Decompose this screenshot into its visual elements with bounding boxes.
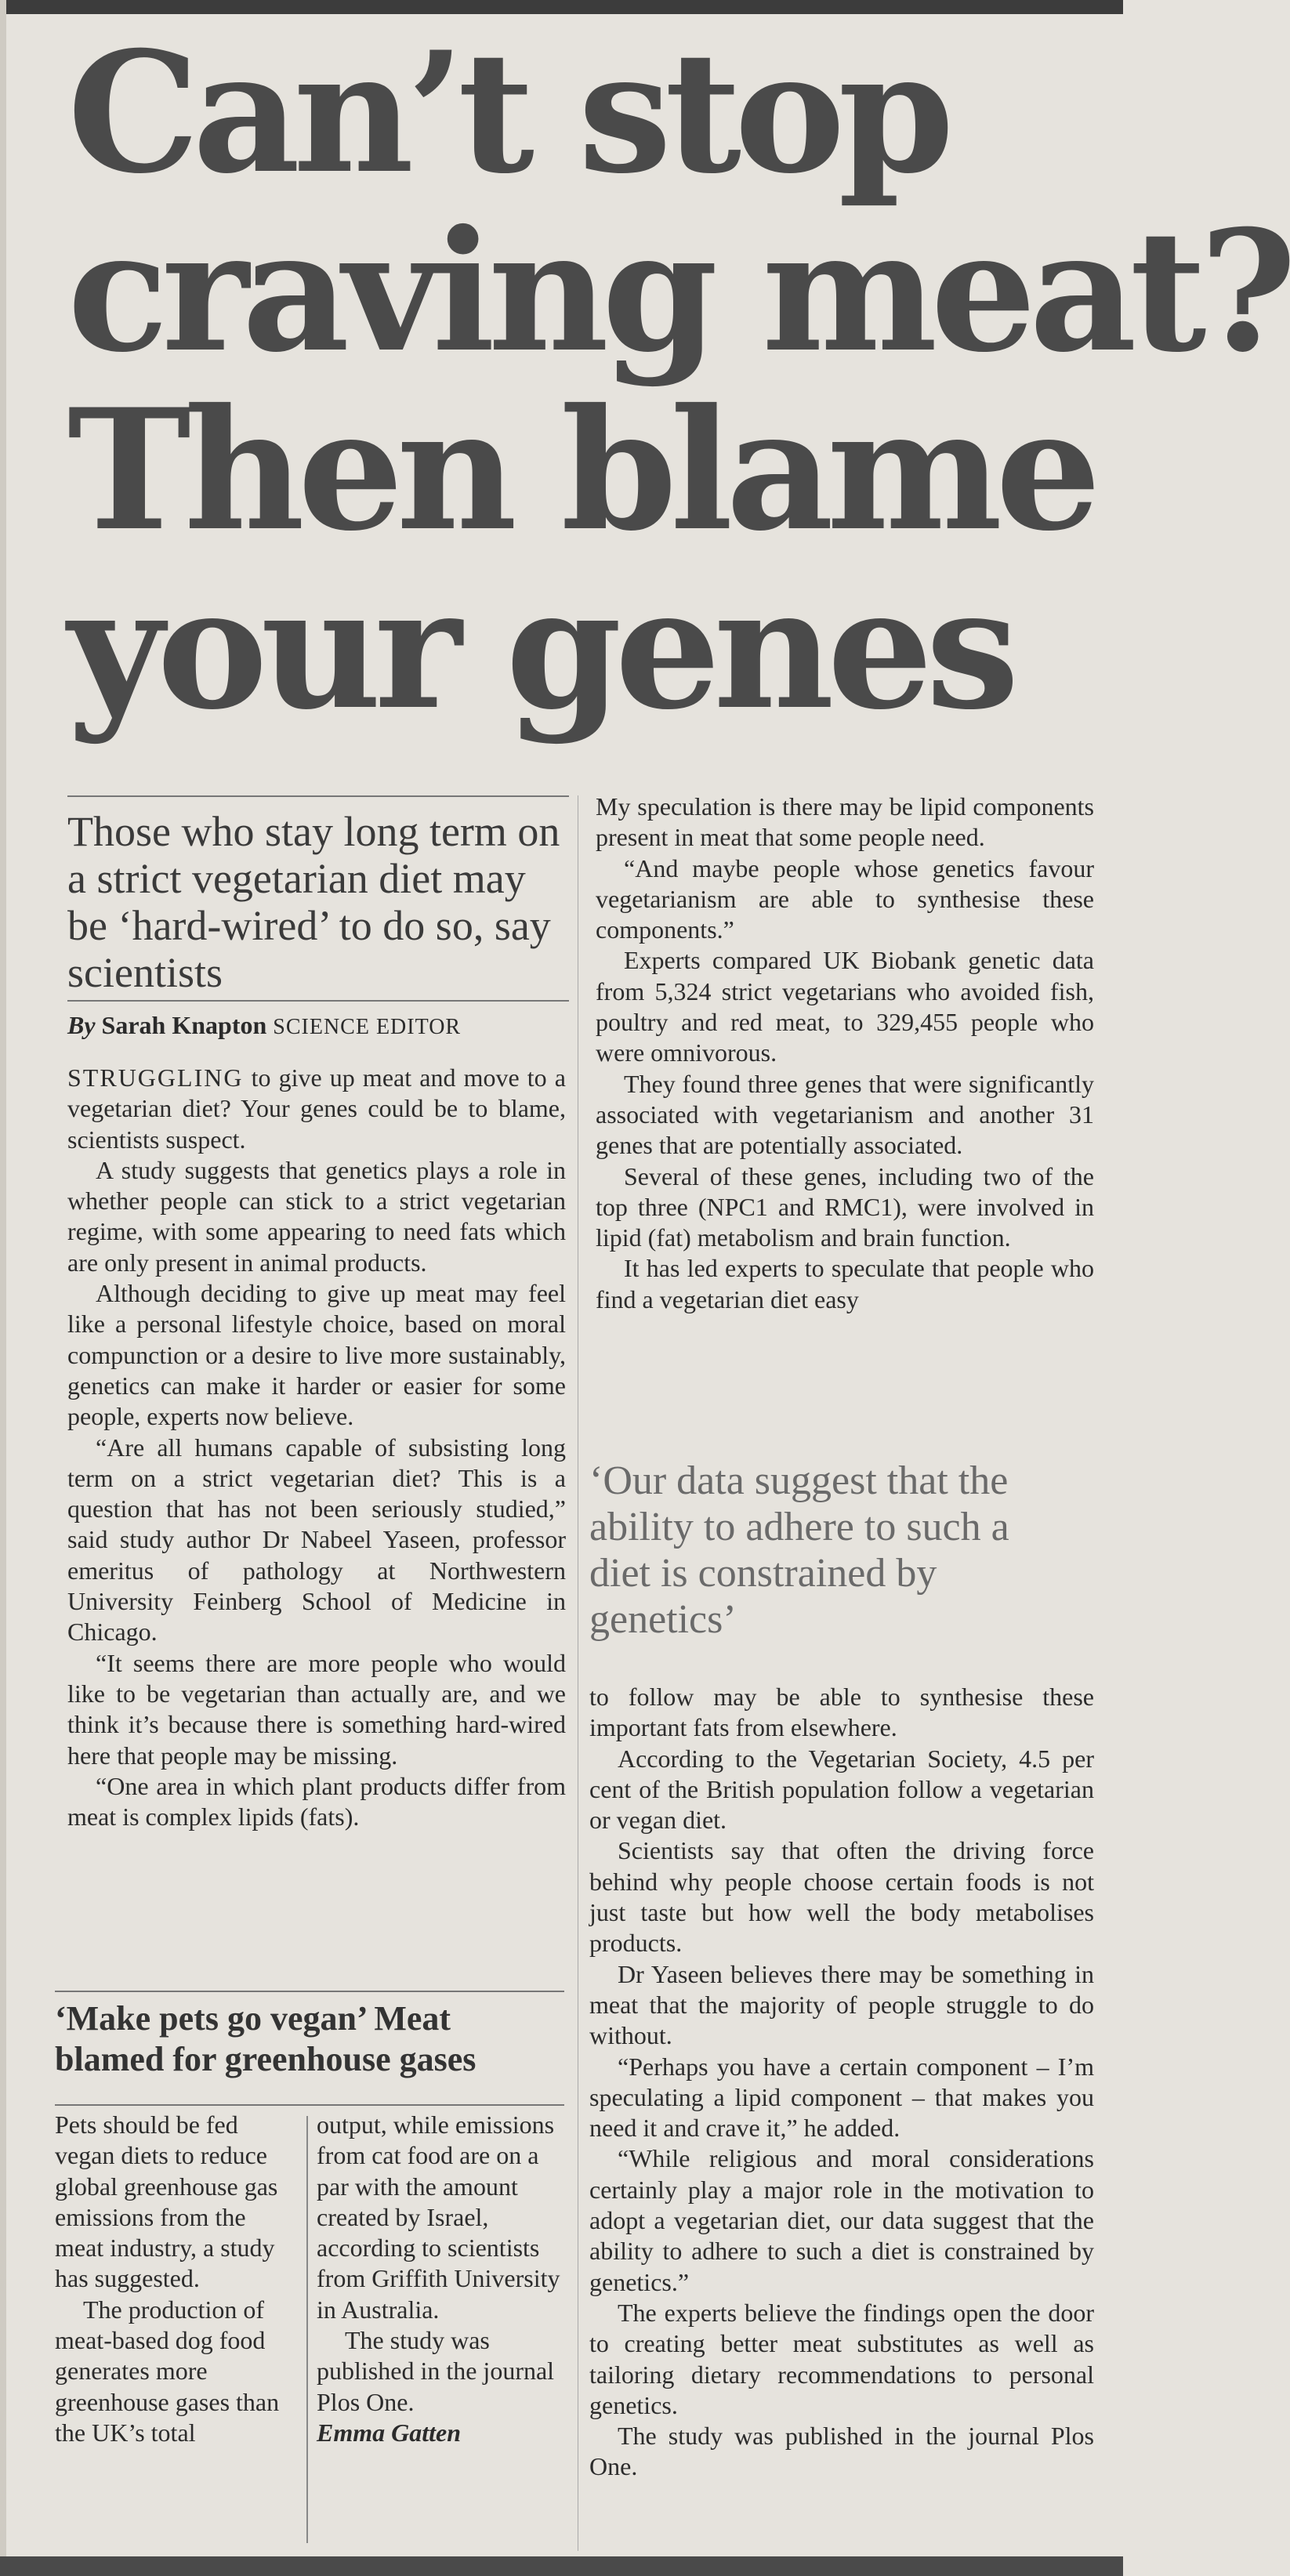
- sidebar-paragraph: output, while emissions from cat food are on a par with the amount created by Israel, according to scientists from Griffith University in Australia.: [317, 2110, 560, 2324]
- sidebar-top-rule: [55, 1991, 564, 1992]
- article-paragraph: A study suggests that genetics plays a role in whether people can stick to a strict vegetarian regime, with some appearing to need fats which are only present in animal products.: [67, 1155, 566, 1277]
- headline-line: Can’t stop: [67, 15, 948, 210]
- article-lead-word: STRUGGLING: [67, 1063, 244, 1092]
- article-paragraph: It has led experts to speculate that people who find a vegetarian diet easy: [596, 1254, 1094, 1313]
- headline-line: Then blame: [67, 372, 1095, 567]
- article-paragraph: Experts compared UK Biobank genetic data from 5,324 strict vegetarians who avoided fish, poultry and red meat, to 329,455 people who were omnivorous.: [596, 946, 1094, 1067]
- article-paragraph: [67, 1063, 566, 1155]
- article-paragraph: “One area in which plant products differ from meat is complex lipids (fats).: [67, 1771, 566, 1831]
- article-paragraph: “Are all humans capable of subsisting long term on a strict vegetarian diet? This is a question that has not been seriously studied,” said study author Dr Nabeel Yaseen, professor emeritus of pathology at Northwestern University Feinberg School of Medicine in Chicago.: [67, 1433, 566, 1647]
- article-column-1: [67, 1063, 566, 1832]
- byline: [67, 1000, 569, 1043]
- headline: [67, 15, 1290, 746]
- sidebar-title: [55, 1998, 564, 2080]
- article-paragraph: My speculation is there may be lipid components present in meat that some people need.: [596, 792, 1094, 852]
- standfirst: Those who stay long term on a strict vegetarian diet may be ‘hard-wired’ to do so, say scientists: [67, 795, 569, 996]
- article-paragraph: Dr Yaseen believes there may be something in meat that the majority of people struggle to do without.: [589, 1959, 1094, 2050]
- pull-quote: ‘Our data suggest that the ability to adhere to such a diet is constrained by genetics’: [589, 1458, 1009, 1642]
- headline-line: craving meat?: [67, 194, 1290, 389]
- sidebar-column-divider: [306, 2116, 308, 2543]
- sidebar-paragraph: The production of meat-based dog food generates more greenhouse gases than the UK’s total: [55, 2295, 280, 2447]
- scan-left-edge: [0, 0, 6, 2576]
- scan-top-edge: [0, 0, 1123, 14]
- article-column-2-top: [596, 792, 1094, 1315]
- headline-line: your genes: [67, 551, 1013, 746]
- article-paragraph: They found three genes that were significantly associated with vegetarianism and another 31 genes that are potentially associated.: [596, 1069, 1094, 1160]
- byline-role: SCIENCE EDITOR: [273, 1015, 462, 1039]
- sidebar-bottom-rule: [55, 2104, 564, 2106]
- sidebar-paragraph: The study was published in the journal Plos One.: [317, 2326, 555, 2416]
- sidebar-title-bold: ‘Make pets go vegan’: [55, 1999, 366, 2038]
- byline-author: Sarah Knapton: [101, 1011, 267, 1039]
- article-lead-text: to give up meat and move to a vegetarian diet? Your genes could be to blame, scientists suspect.: [67, 1063, 566, 1154]
- sidebar-title-rest: Meat blamed for greenhouse gases: [55, 1999, 477, 2078]
- article-paragraph: Although deciding to give up meat may feel like a personal lifestyle choice, based on moral compunction or a desire to live more sustainably, genetics can make it harder or easier for some people, experts now believe.: [67, 1279, 566, 1431]
- article-paragraph: The study was published in the journal Plos One.: [589, 2422, 1094, 2481]
- article-column-2-bottom: [589, 1682, 1094, 2483]
- article-paragraph: According to the Vegetarian Society, 4.5 per cent of the British population follow a vegetarian or vegan diet.: [589, 1744, 1094, 1835]
- sidebar-credit: Emma Gatten: [317, 2418, 462, 2447]
- byline-by: By: [67, 1011, 96, 1039]
- article-paragraph: to follow may be able to synthesise these important fats from elsewhere.: [589, 1683, 1094, 1742]
- article-paragraph: “While religious and moral considerations certainly play a major role in the motivation to adopt a vegetarian diet, our data suggest that the ability to adhere to such a diet is constrained by genetics.”: [589, 2144, 1094, 2296]
- article-paragraph: “Perhaps you have a certain component – I’m speculating a lipid component – that makes you need it and crave it,” he added.: [589, 2052, 1094, 2143]
- article-paragraph: “It seems there are more people who would like to be vegetarian than actually are, and we think it’s because there is something hard-wired here that people may be missing.: [67, 1648, 566, 1770]
- scan-bottom-edge: [0, 2556, 1123, 2576]
- article-paragraph: Several of these genes, including two of the top three (NPC1 and RMC1), were involved in lipid (fat) metabolism and brain function.: [596, 1161, 1094, 1252]
- article-paragraph: Scientists say that often the driving force behind why people choose certain foods is not just taste but how well the body metabolises products.: [589, 1836, 1094, 1958]
- sidebar-paragraph: Pets should be fed vegan diets to reduce global greenhouse gas emissions from the meat industry, a study has suggested.: [55, 2110, 278, 2293]
- article-paragraph: The experts believe the findings open the door to creating better meat substitutes as well as tailoring dietary recommendations to personal genetics.: [589, 2298, 1094, 2419]
- sidebar-column-right: [317, 2110, 567, 2448]
- article-paragraph: “And maybe people whose genetics favour vegetarianism are able to synthesise these components.”: [596, 853, 1094, 944]
- sidebar-column-left: [55, 2110, 294, 2448]
